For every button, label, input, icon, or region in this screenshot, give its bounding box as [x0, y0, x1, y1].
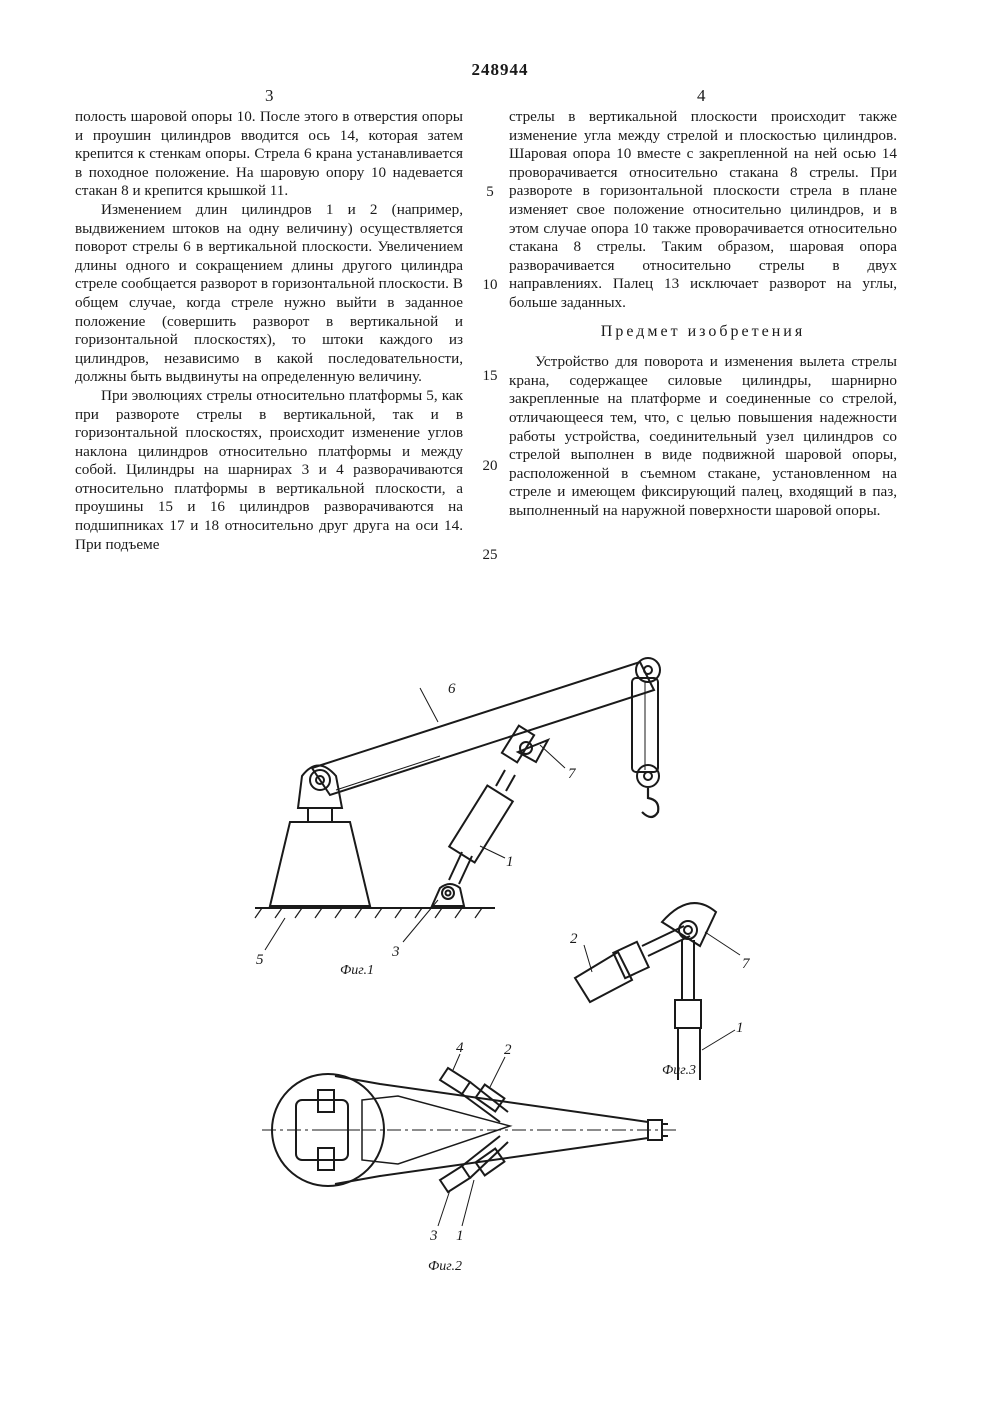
left-paragraph-2: Изменением длин цилиндров 1 и 2 (например, выдвижением штоков на одну величину) осуществляется поворот стрелы 6 в вертикальной плоскости. Увеличением длины одного и сокращением длины другого цилиндра стреле сообщается разворот в горизонтальной плоскости. В общем случае, когда стреле нужно выйти в заданное положение (совершить разворот в вертикальной и горизонтальной плоскостях), то штоки каждого из цилиндров, независимо в какой последовательности, должны быть выдвинуты на определенную величину.	[75, 200, 463, 386]
claim-text: Устройство для поворота и изменения вылета стрелы крана, содержащее силовые цилиндры, шарнирно закрепленные на платформе и соединенные со стрелой, отличающееся тем, что, с целью повышения надежности работы устройства, соединительный узел цилиндров со стрелой выполнен в виде подвижной шаровой опоры, расположенной в съемном стакане, установленном на стреле и имеющем фиксирующий палец, входящий в паз, выполненный на наружной поверхности шаровой опоры.	[509, 353, 897, 519]
line-number-25: 25	[482, 547, 498, 563]
right-column	[509, 108, 897, 520]
fig2-label-cylinder-1: 1	[456, 1228, 464, 1244]
fig1-label-ball-joint: 7	[568, 766, 576, 782]
fig2-label-hinge-4: 4	[456, 1040, 464, 1056]
page-number-right: 4	[697, 86, 706, 105]
left-paragraph-3: При эволюциях стрелы относительно платформы 5, как при развороте стрелы в вертикальной, так и в горизонтальной плоскостях, происходит изменение углов наклона цилиндров относительно платформы и между собой. Цилиндры на шарнирах 3 и 4 разворачиваются относительно платформы в вертикальной плоскости, а проушины 15 и 16 цилиндров разворачиваются на подшипниках 17 и 18 относительно друг друга на оси 14. При подъеме	[75, 386, 463, 553]
line-number-20: 20	[482, 458, 498, 474]
figure-1-drawing	[255, 658, 660, 950]
right-paragraph-1: стрелы в вертикальной плоскости происходит также изменение угла между стрелой и плоскостью цилиндров. Шаровая опора 10 вместе с закрепленной на ней осью 14 проворачивается относительно стакана 8 стрелы. При развороте в горизонтальной плоскости стрела в плане изменяет свое положение относительно цилиндров, и в этом случае опора 10 также проворачивается относительно стакана 8 стрелы. Таким образом, шаровая опора разворачивается относительно стрелы в двух направлениях. Палец 13 исключает разворот на углы, больше заданных.	[509, 108, 897, 311]
figure-2-drawing	[262, 1054, 680, 1226]
fig1-label-hinge: 3	[392, 944, 400, 960]
claims-heading: Предмет изобретения	[600, 322, 806, 340]
line-number-15: 15	[482, 368, 498, 384]
fig2-caption: Фиг.2	[428, 1259, 463, 1274]
fig1-caption: Фиг.1	[340, 963, 375, 978]
figure-3-drawing	[575, 903, 740, 1080]
fig2-label-hinge-3: 3	[430, 1228, 438, 1244]
fig1-label-platform: 5	[256, 952, 264, 968]
fig3-label-cylinder-1: 1	[736, 1020, 744, 1036]
line-number-10: 10	[482, 277, 498, 293]
fig1-label-cylinder: 1	[506, 854, 514, 870]
left-column	[75, 108, 463, 554]
left-paragraph-1: полость шаровой опоры 10. После этого в отверстия опоры и проушин цилиндров вводится ось 14, которая затем крепится к стенкам опоры. Стрела 6 крана устанавливается в походное положение. На шаровую опору 10 надевается стакан 8 и крепится крышкой 11.	[75, 108, 463, 200]
fig3-caption: Фиг.3	[662, 1063, 697, 1078]
fig3-label-ball-joint: 7	[742, 956, 750, 972]
fig3-label-cylinder-2: 2	[570, 931, 578, 947]
fig1-label-boom: 6	[448, 681, 456, 697]
figure-3-labels	[570, 931, 751, 1078]
page-number-left: 3	[265, 86, 274, 105]
figure-1-labels	[256, 681, 577, 978]
patent-number: 248944	[471, 60, 529, 79]
patent-drawings	[0, 640, 1000, 1280]
fig2-label-cylinder-2: 2	[504, 1042, 512, 1058]
figure-2-labels	[428, 1040, 512, 1274]
line-number-5: 5	[486, 184, 494, 200]
